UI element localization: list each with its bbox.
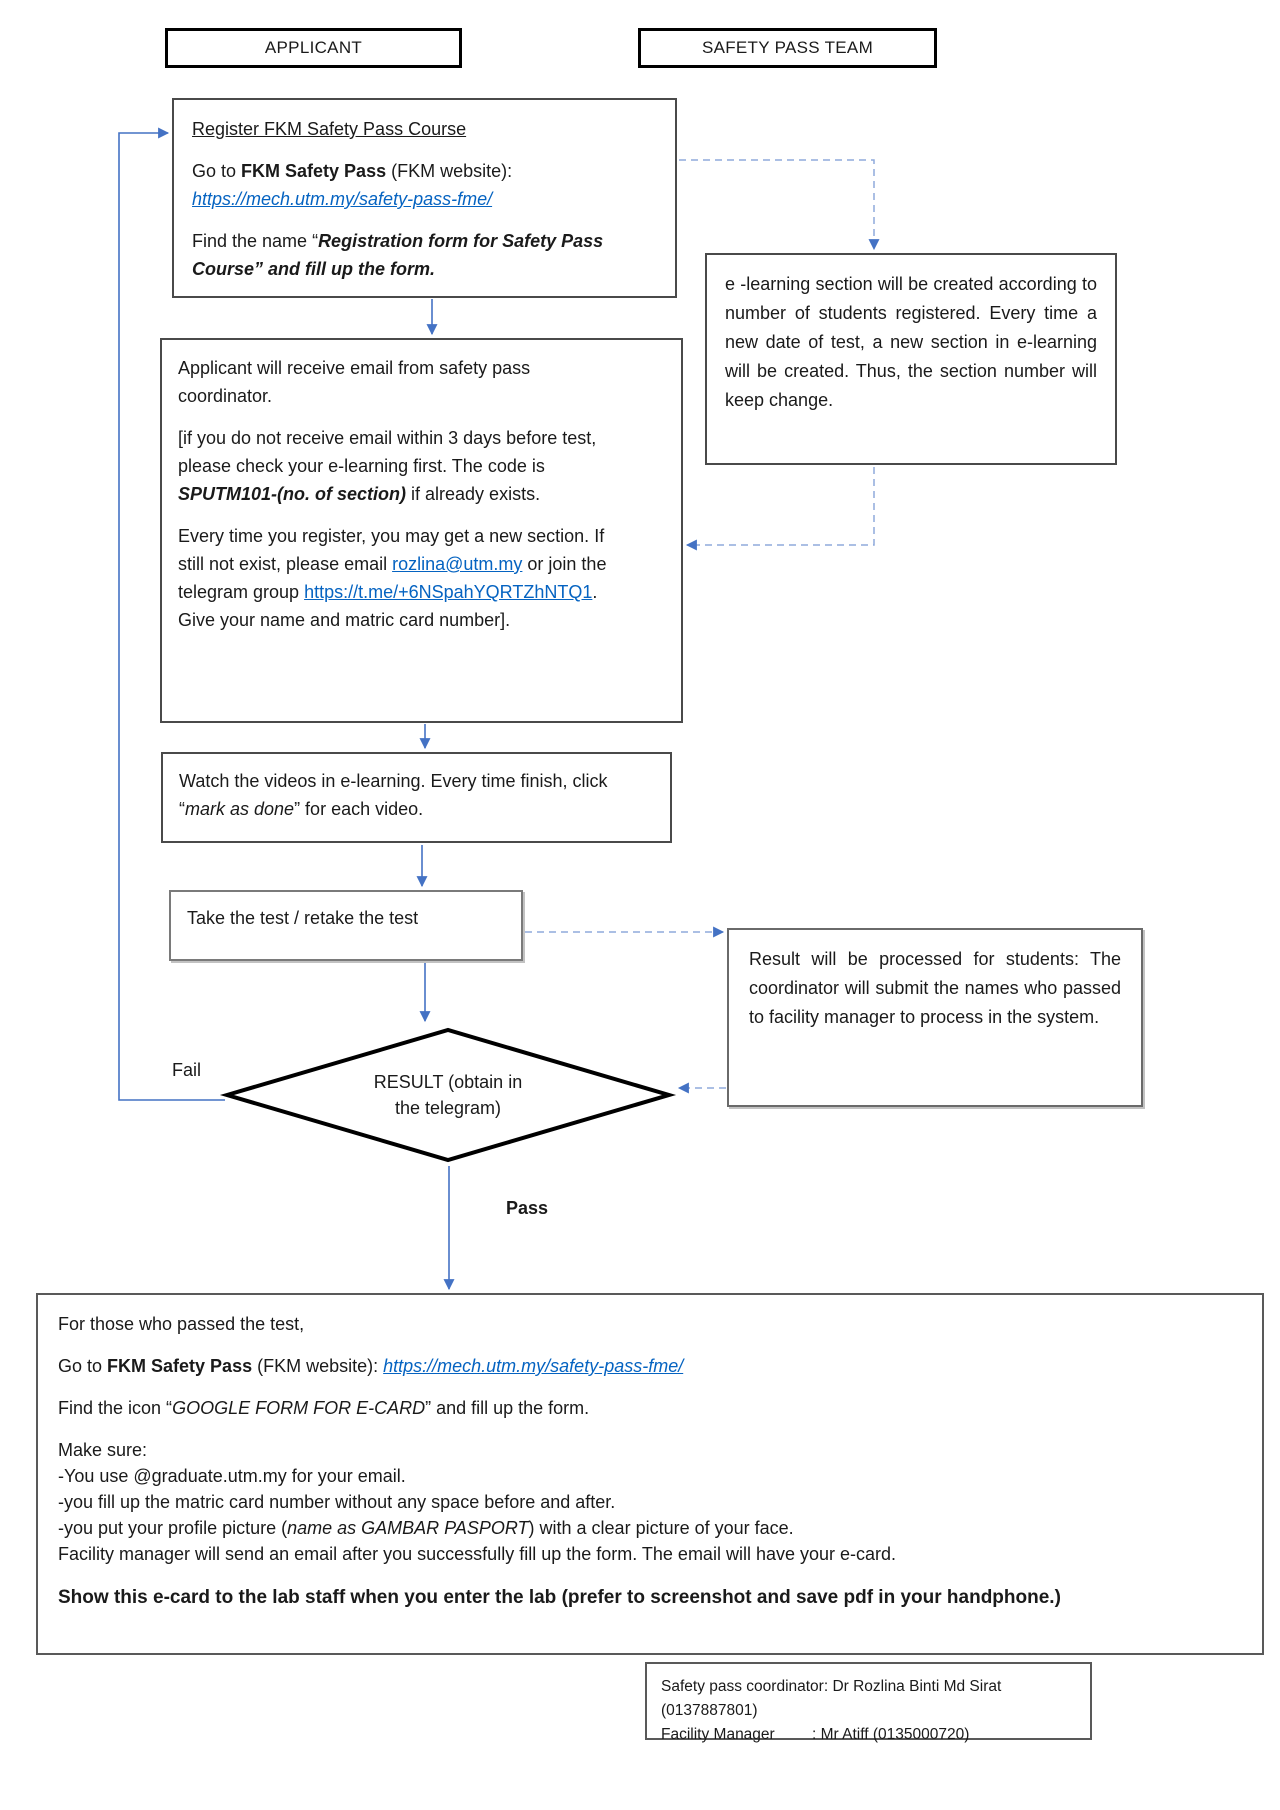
passed-ecard-warning: Show this e-card to the lab staff when you enter the lab (prefer to screenshot and save pdf in your handphone.) [58, 1587, 1061, 1608]
lane-header-safety-pass-team [638, 28, 937, 68]
videos-text: Watch the videos in e-learning. Every time finish, click “mark as done” for each video. [179, 771, 608, 819]
safety-pass-url-link-bottom[interactable]: https://mech.utm.my/safety-pass-fme/ [383, 1356, 684, 1376]
step-email-box [160, 338, 683, 723]
step-videos-box [161, 752, 672, 843]
decision-label: RESULT (obtain in the telegram) [373, 1072, 523, 1118]
branch-label-pass: Pass [506, 1198, 549, 1218]
coordinator-email-link[interactable]: rozlina@utm.my [392, 554, 523, 574]
passed-p1: For those who passed the test, [58, 1314, 305, 1334]
lane-header-applicant-label: APPLICANT [264, 38, 363, 57]
email-p3: Every time you register, you may get a new section. If still not exist, please email rozlina@utm.my or join the telegram group https://t.me/+6NSpahYQRTZhNTQ1. Give your name and matric card number]. [178, 526, 607, 630]
register-title: Register FKM Safety Pass Course [192, 119, 467, 139]
step-take-test-box [169, 890, 523, 961]
email-p2: [if you do not receive email within 3 days before test, please check your e-learning first. The code is SPUTM101-(no. of section) if already exists. [178, 428, 597, 504]
team-elearning-box [705, 253, 1117, 465]
team-result-processing-box [727, 928, 1143, 1107]
decision-result-diamond [223, 1026, 673, 1164]
email-p1: Applicant will receive email from safety pass coordinator. [178, 358, 531, 406]
passed-make-sure-list: Make sure: -You use @graduate.utm.my for your email. -you fill up the matric card number without any space before and after. -you put your profile picture (name as GAMBAR PASPORT) with a clear picture of your face. Facility manager will send an email after you successfully fill up the form. The email will have your e-card. [58, 1440, 897, 1564]
telegram-group-link[interactable]: https://t.me/+6NSpahYQRTZhNTQ1 [304, 582, 593, 602]
contact-facility-manager: Facility Manager : Mr Atiff (0135000720) [661, 1726, 970, 1743]
passed-p3: Find the icon “GOOGLE FORM FOR E-CARD” and fill up the form. [58, 1398, 590, 1418]
safety-pass-url-link[interactable]: https://mech.utm.my/safety-pass-fme/ [192, 189, 493, 209]
elearning-text: e -learning section will be created according to number of students registered. Every time a new date of test, a new section in e-learning will be created. Thus, the section number will keep change. [725, 274, 1097, 410]
contact-coordinator: Safety pass coordinator: Dr Rozlina Binti Md Sirat (0137887801) [661, 1678, 1002, 1719]
passed-p2: Go to FKM Safety Pass (FKM website): https://mech.utm.my/safety-pass-fme/ [58, 1356, 684, 1376]
result-processing-text: Result will be processed for students: The coordinator will submit the names who passed to facility manager to process in the system. [749, 949, 1121, 1027]
passed-instructions-box [36, 1293, 1264, 1655]
contacts-box [645, 1662, 1092, 1743]
take-test-label: Take the test / retake the test [187, 908, 419, 928]
step-register-box [172, 98, 677, 298]
register-find-form: Find the name “Registration form for Safety Pass Course” and fill up the form. [192, 231, 604, 279]
lane-header-applicant [165, 28, 462, 68]
dashed-elearning-to-email [687, 467, 874, 545]
dashed-register-to-elearning [679, 160, 874, 249]
lane-header-team-label: SAFETY PASS TEAM [701, 38, 874, 57]
register-go-to: Go to FKM Safety Pass (FKM website): https://mech.utm.my/safety-pass-fme/ [192, 161, 513, 209]
branch-label-fail: Fail [172, 1060, 202, 1080]
